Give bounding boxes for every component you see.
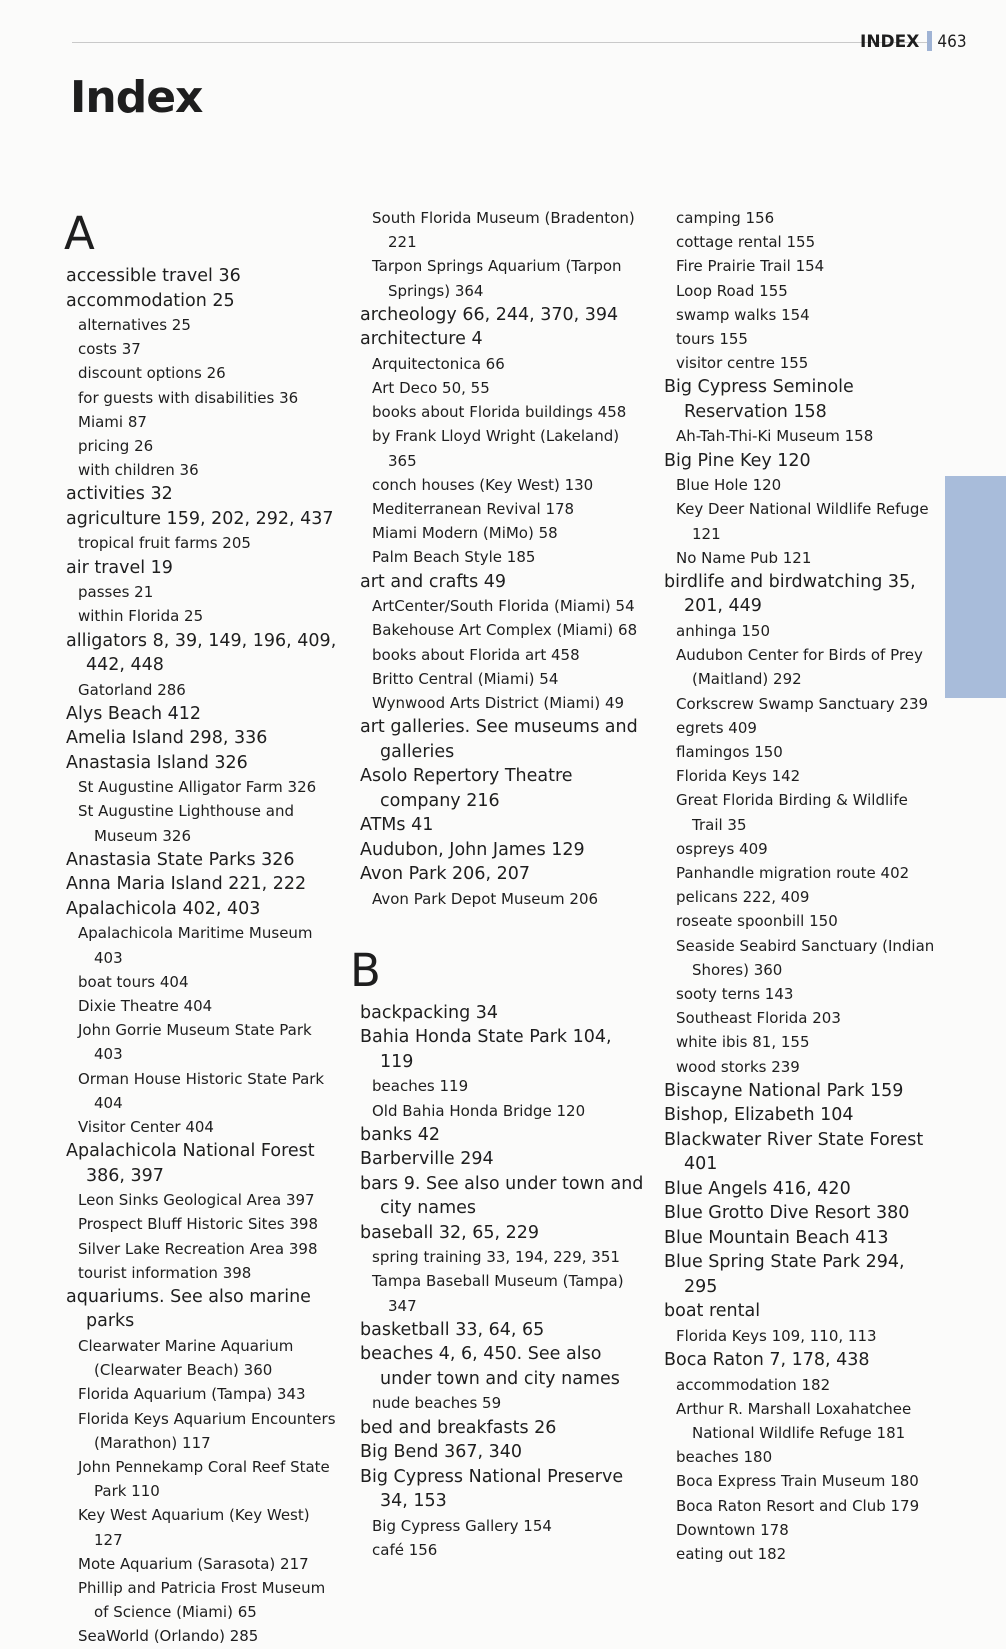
index-subentry: Avon Park Depot Museum 206 (372, 889, 599, 908)
index-subentry: cottage rental 155 (676, 233, 816, 252)
index-entry: basketball 33, 64, 65 (360, 1319, 545, 1340)
index-subentry: South Florida Museum (Bradenton) 221 (372, 209, 635, 252)
index-subentry: with children 36 (78, 461, 199, 480)
index-subentry: tours 155 (676, 330, 748, 349)
index-subentry: St Augustine Lighthouse and Museum 326 (78, 802, 294, 845)
index-subentry: Miami 87 (78, 412, 147, 431)
index-subentry: spring training 33, 194, 229, 351 (372, 1248, 620, 1267)
index-entry: Amelia Island 298, 336 (66, 728, 268, 749)
index-entry: Big Cypress Seminole Reservation 158 (664, 377, 854, 422)
index-subentry: Downtown 178 (676, 1520, 789, 1539)
index-subentry: SeaWorld (Orlando) 285 (78, 1627, 259, 1646)
index-entry: Boca Raton 7, 178, 438 (664, 1350, 870, 1370)
index-entry: Blue Grotto Dive Resort 380 (664, 1203, 910, 1224)
index-subentry: Audubon Center for Birds of Prey (Maitland) 292 (676, 646, 923, 689)
index-subentry: Arquitectonica 66 (372, 354, 505, 373)
index-subentry: tropical fruit farms 205 (78, 534, 251, 553)
index-entry: Anastasia State Parks 326 (66, 849, 295, 870)
index-subentry: for guests with disabilities 36 (78, 388, 299, 407)
page-title: Index (70, 72, 203, 123)
index-entry: Big Cypress National Preserve 34, 153 (360, 1466, 624, 1512)
index-subentry: accommodation 182 (676, 1375, 831, 1394)
index-entry: bars 9. See also under town and city names (360, 1173, 644, 1219)
index-subentry: Bakehouse Art Complex (Miami) 68 (372, 621, 638, 640)
index-subentry: Arthur R. Marshall Loxahatchee National Wildlife Refuge 181 (676, 1399, 912, 1442)
index-subentry: discount options 26 (78, 364, 226, 383)
index-entry: accessible travel 36 (66, 266, 241, 286)
index-subentry: egrets 409 (676, 718, 757, 737)
index-entry: agriculture 159, 202, 292, 437 (66, 508, 334, 529)
index-subentry: Big Cypress Gallery 154 (372, 1516, 552, 1535)
index-subentry: camping 156 (676, 209, 775, 227)
index-subentry: Phillip and Patricia Frost Museum of Science (Miami) 65 (78, 1579, 326, 1622)
index-subentry: wood storks 239 (676, 1057, 800, 1076)
index-subentry: conch houses (Key West) 130 (372, 475, 594, 494)
index-entry: Big Bend 367, 340 (360, 1442, 523, 1463)
index-entry: birdlife and birdwatching 35, 201, 449 (664, 571, 916, 617)
index-subentry: costs 37 (78, 340, 141, 359)
section-spacer (344, 911, 644, 943)
index-column-3 (648, 206, 938, 1566)
index-entry: archeology 66, 244, 370, 394 (360, 304, 619, 325)
index-subentry: Mediterranean Revival 178 (372, 500, 575, 519)
index-entry: Bishop, Elizabeth 104 (664, 1105, 854, 1126)
index-entry: banks 42 (360, 1124, 441, 1145)
index-subentry: by Frank Lloyd Wright (Lakeland) 365 (372, 427, 620, 470)
index-subentry: Loop Road 155 (676, 281, 788, 300)
index-entry: activities 32 (66, 484, 173, 505)
index-subentry: nude beaches 59 (372, 1394, 502, 1413)
index-subentry: Visitor Center 404 (78, 1117, 214, 1136)
index-entry: baseball 32, 65, 229 (360, 1222, 540, 1243)
index-entry: Audubon, John James 129 (360, 839, 585, 860)
index-entry: Blue Spring State Park 294, 295 (664, 1252, 905, 1297)
index-entry: alligators 8, 39, 149, 196, 409, 442, 448 (66, 630, 337, 676)
thumb-index-tab (945, 476, 1006, 698)
index-subentry: Dixie Theatre 404 (78, 996, 213, 1015)
index-subentry: alternatives 25 (78, 316, 191, 334)
index-entry: Blue Angels 416, 420 (664, 1178, 851, 1199)
index-subentry: No Name Pub 121 (676, 548, 812, 567)
index-subentry: Boca Express Train Museum 180 (676, 1472, 919, 1491)
index-subentry: Ah-Tah-Thi-Ki Museum 158 (676, 427, 874, 446)
index-entry: Avon Park 206, 207 (360, 864, 530, 885)
index-subentry: Leon Sinks Geological Area 397 (78, 1191, 315, 1210)
index-subentry: Art Deco 50, 55 (372, 379, 490, 398)
index-entry: Asolo Repertory Theatre company 216 (360, 766, 573, 811)
header-rule (72, 42, 930, 43)
section-letter: A (64, 207, 95, 260)
index-subentry: pricing 26 (78, 437, 154, 456)
index-subentry: Key West Aquarium (Key West) 127 (78, 1506, 310, 1549)
index-entry: Biscayne National Park 159 (664, 1080, 904, 1101)
index-entry: Big Pine Key 120 (664, 450, 811, 471)
index-subentry: white ibis 81, 155 (676, 1033, 810, 1052)
index-subentry: roseate spoonbill 150 (676, 912, 838, 931)
index-subentry: Southeast Florida 203 (676, 1009, 841, 1028)
index-subentry: John Gorrie Museum State Park 403 (78, 1021, 312, 1064)
running-head-marker (927, 31, 932, 51)
index-subentry: John Pennekamp Coral Reef State Park 110 (78, 1458, 330, 1501)
index-subentry: ospreys 409 (676, 839, 768, 858)
index-subentry: Palm Beach Style 185 (372, 548, 536, 567)
index-subentry: Seaside Seabird Sanctuary (Indian Shores) 360 (676, 936, 935, 979)
index-entry: boat rental (664, 1301, 761, 1322)
index-subentry: Silver Lake Recreation Area 398 (78, 1239, 318, 1258)
index-subentry: café 156 (372, 1540, 438, 1559)
index-subentry: beaches 119 (372, 1077, 469, 1096)
index-entry: Bahia Honda State Park 104, 119 (360, 1027, 612, 1072)
index-subentry: Mote Aquarium (Sarasota) 217 (78, 1554, 309, 1573)
index-subentry: Clearwater Marine Aquarium (Clearwater Beach) 360 (78, 1336, 294, 1380)
index-subentry: Britto Central (Miami) 54 (372, 669, 559, 688)
index-entry: Blue Mountain Beach 413 (664, 1227, 889, 1248)
index-subentry: Florida Keys 109, 110, 113 (676, 1326, 877, 1345)
index-subentry: St Augustine Alligator Farm 326 (78, 778, 317, 797)
index-subentry: Key Deer National Wildlife Refuge 121 (676, 500, 929, 543)
page-number: 463 (937, 32, 967, 52)
index-entry: accommodation 25 (66, 290, 235, 311)
index-subentry: beaches 180 (676, 1448, 773, 1467)
index-subentry: ArtCenter/South Florida (Miami) 54 (372, 597, 635, 616)
index-entry: aquariums. See also marine parks (66, 1286, 311, 1332)
index-subentry: Boca Raton Resort and Club 179 (676, 1496, 920, 1515)
index-subentry: boat tours 404 (78, 972, 189, 991)
index-entry: Apalachicola National Forest 386, 397 (66, 1141, 315, 1186)
index-entry: ATMs 41 (360, 815, 434, 836)
index-column-2 (344, 206, 644, 1562)
index-subentry: Florida Keys 142 (676, 767, 801, 786)
index-entry: bed and breakfasts 26 (360, 1417, 557, 1438)
index-entry: Barberville 294 (360, 1149, 494, 1170)
index-subentry: visitor centre 155 (676, 354, 809, 373)
index-subentry: swamp walks 154 (676, 305, 810, 324)
index-entry: Anna Maria Island 221, 222 (66, 874, 307, 895)
index-entry: art and crafts 49 (360, 571, 507, 592)
index-subentry: Florida Keys Aquarium Encounters (Marathon) 117 (78, 1409, 336, 1452)
index-subentry: passes 21 (78, 583, 154, 602)
index-subentry: within Florida 25 (78, 607, 204, 626)
index-subentry: sooty terns 143 (676, 984, 794, 1003)
index-subentry: books about Florida buildings 458 (372, 403, 627, 422)
index-subentry: Old Bahia Honda Bridge 120 (372, 1101, 586, 1120)
index-entry: Alys Beach 412 (66, 703, 202, 724)
index-entry: art galleries. See museums and galleries (360, 717, 638, 762)
index-subentry: Florida Aquarium (Tampa) 343 (78, 1385, 306, 1404)
index-subentry: Miami Modern (MiMo) 58 (372, 524, 558, 543)
index-subentry: flamingos 150 (676, 742, 783, 761)
index-subentry: Prospect Bluff Historic Sites 398 (78, 1215, 319, 1234)
index-subentry: Tampa Baseball Museum (Tampa) 347 (372, 1272, 624, 1315)
index-subentry: Fire Prairie Trail 154 (676, 257, 825, 276)
index-entry: Blackwater River State Forest 401 (664, 1129, 924, 1175)
index-column-1 (50, 206, 340, 1649)
index-subentry: anhinga 150 (676, 621, 770, 640)
index-subentry: eating out 182 (676, 1544, 787, 1563)
index-subentry: Panhandle migration route 402 (676, 863, 910, 882)
index-subentry: books about Florida art 458 (372, 645, 580, 664)
section-letter: B (350, 943, 381, 997)
index-entry: Apalachicola 402, 403 (66, 898, 261, 919)
running-head (860, 31, 967, 52)
index-subentry: Gatorland 286 (78, 680, 186, 699)
index-subentry: Orman House Historic State Park 404 (78, 1069, 325, 1112)
index-entry: beaches 4, 6, 450. See also under town and city names (360, 1344, 620, 1389)
running-head-section: INDEX (860, 32, 920, 52)
index-subentry: Blue Hole 120 (676, 476, 782, 495)
index-subentry: Corkscrew Swamp Sanctuary 239 (676, 694, 929, 713)
index-entry: architecture 4 (360, 329, 483, 350)
index-subentry: Great Florida Birding & Wildlife Trail 35 (676, 791, 908, 834)
index-subentry: pelicans 222, 409 (676, 888, 810, 907)
index-subentry: Apalachicola Maritime Museum 403 (78, 924, 313, 967)
index-subentry: Wynwood Arts District (Miami) 49 (372, 693, 625, 712)
index-entry: Anastasia Island 326 (66, 752, 248, 773)
index-entry: backpacking 34 (360, 1002, 499, 1023)
index-entry: air travel 19 (66, 557, 173, 578)
index-subentry: tourist information 398 (78, 1263, 252, 1282)
index-subentry: Tarpon Springs Aquarium (Tarpon Springs) 364 (372, 257, 622, 300)
